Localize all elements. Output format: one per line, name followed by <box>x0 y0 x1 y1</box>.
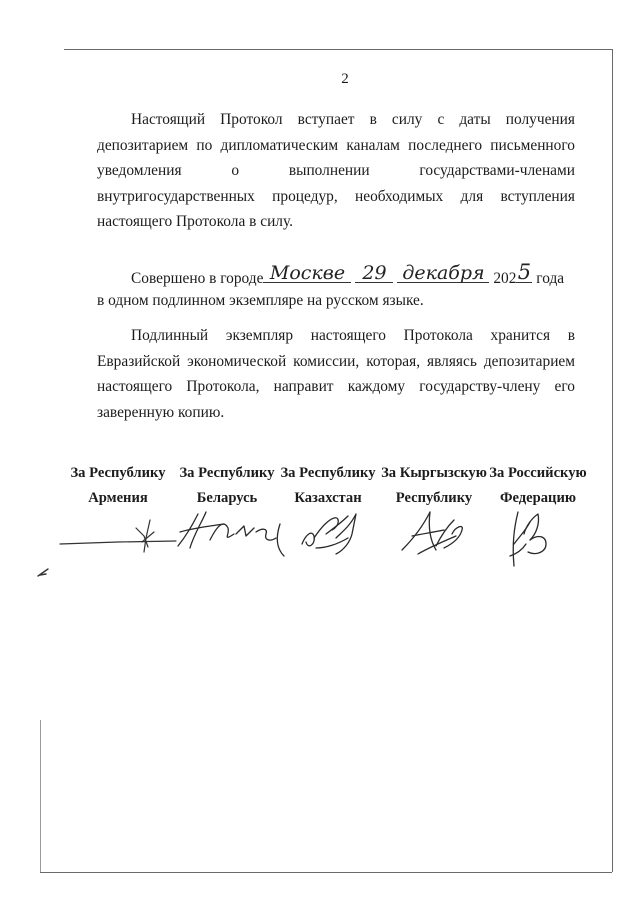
page-border-top <box>64 49 612 50</box>
signatory-armenia <box>63 461 173 511</box>
signatory-line-2: Беларусь <box>196 490 258 506</box>
year-fill-field <box>516 262 532 283</box>
signatory-line-1: За Республику <box>179 465 275 481</box>
signed-at-prefix: Совершено в городе <box>131 270 264 287</box>
signatory-line-1: За Республику <box>70 465 166 481</box>
signatory-line-2: Казахстан <box>294 490 362 506</box>
depositary-paragraph <box>97 323 575 425</box>
page-border-bottom <box>40 872 612 873</box>
signatory-line-1: За Республику <box>280 465 376 481</box>
signature-kyrgyzstan <box>398 506 468 562</box>
signed-at-line <box>131 262 564 288</box>
month-fill-field <box>397 262 489 283</box>
signatory-line-1: За Кыргызскую <box>381 465 487 481</box>
handwritten-day: 29 <box>362 262 387 284</box>
year-prefix: 202 <box>493 270 517 287</box>
entry-into-force-paragraph <box>97 107 575 235</box>
signatory-line-2: Республику <box>395 490 473 506</box>
signature-belarus <box>172 504 292 560</box>
depositary-text: Подлинный экземпляр настоящего Протокола хранится в Евразийской экономической комиссии, которая, являясь депозитарием настоящего Протокола, направит каждому государству-члену его заверенную копию. <box>97 327 575 421</box>
signature-armenia <box>58 508 178 556</box>
page-number: 2 <box>341 71 349 87</box>
signatory-line-2: Армения <box>88 490 148 506</box>
margin-mark <box>36 566 52 578</box>
handwritten-year-digit: 5 <box>517 260 532 284</box>
day-fill-field <box>355 262 393 283</box>
year-suffix: года <box>536 270 565 287</box>
signature-kazakhstan <box>296 504 366 560</box>
handwritten-city: Москве <box>269 262 346 284</box>
signed-language-line: в одном подлинном экземпляре на русском языке. <box>97 292 424 309</box>
page-border-right <box>612 49 613 872</box>
entry-into-force-text: Настоящий Протокол вступает в силу с даты получения депозитарием по дипломатическим каналам последнего письменного уведомления о выполнении государствами-членами внутригосударственных процедур, необходимых для вступления настоящего Протокола в силу. <box>97 111 575 231</box>
signature-russia <box>500 504 560 574</box>
city-fill-field <box>263 262 351 283</box>
signatory-kyrgyzstan <box>379 461 489 511</box>
signatory-line-1: За Российскую <box>489 465 587 481</box>
handwritten-month: декабря <box>402 262 485 284</box>
page-border-left <box>40 720 41 872</box>
signatory-line-2: Федерацию <box>499 490 577 506</box>
